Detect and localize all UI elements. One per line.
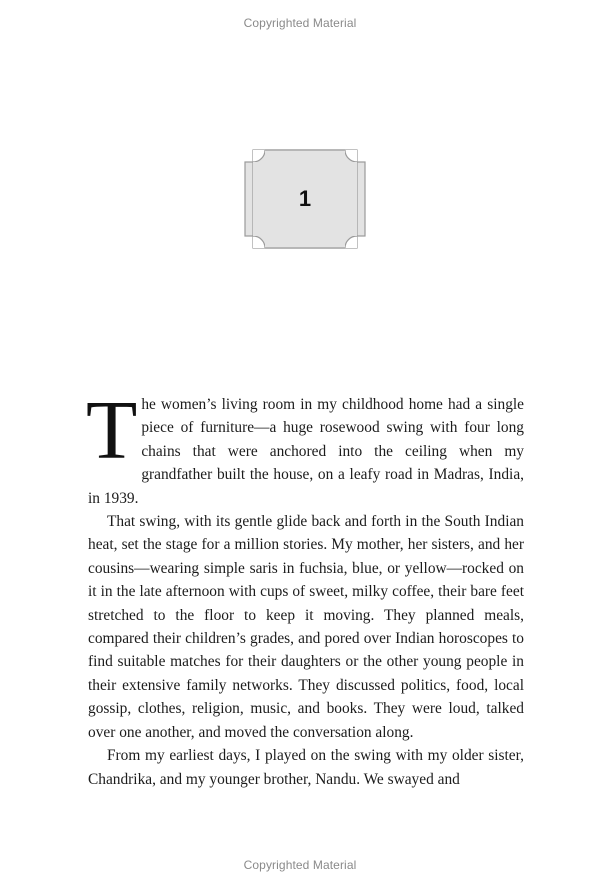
paragraph-3: From my earliest days, I played on the swing with my older sister, Chandrika, and my younger brother, Nandu. We swayed and: [88, 747, 524, 788]
copyright-watermark-top: Copyrighted Material: [243, 16, 357, 30]
copyright-watermark-bottom: Copyrighted Material: [243, 858, 357, 872]
chapter-body-text: [86, 384, 524, 791]
drop-cap: T: [86, 384, 138, 477]
paragraph-1-text: he women’s living room in my childhood home had a single piece of furniture—a huge rosewood swing with four long chains that were anchored into the ceiling when my grandfather built the house, on a leafy road in Madras, India, in 1939.: [88, 396, 524, 507]
paragraph-1: [86, 384, 524, 510]
chapter-number: 1: [298, 186, 312, 211]
chapter-number-badge: [243, 148, 367, 250]
paragraph-2: That swing, with its gentle glide back and forth in the South Indian heat, set the stage for a million stories. My mother, her sisters, and her cousins—wearing simple saris in fuchsia, blue, or yellow—rocked on it in the late afternoon with cups of sweet, milky coffee, their bare feet stretched to the floor to keep it moving. They planned meals, compared their children’s grades, and pored over Indian horoscopes to find suitable matches for their daughters or the other young people in their extensive family networks. They discussed politics, food, local gossip, clothes, religion, music, and books. They were loud, talked over one another, and moved the conversation along.: [88, 513, 524, 741]
